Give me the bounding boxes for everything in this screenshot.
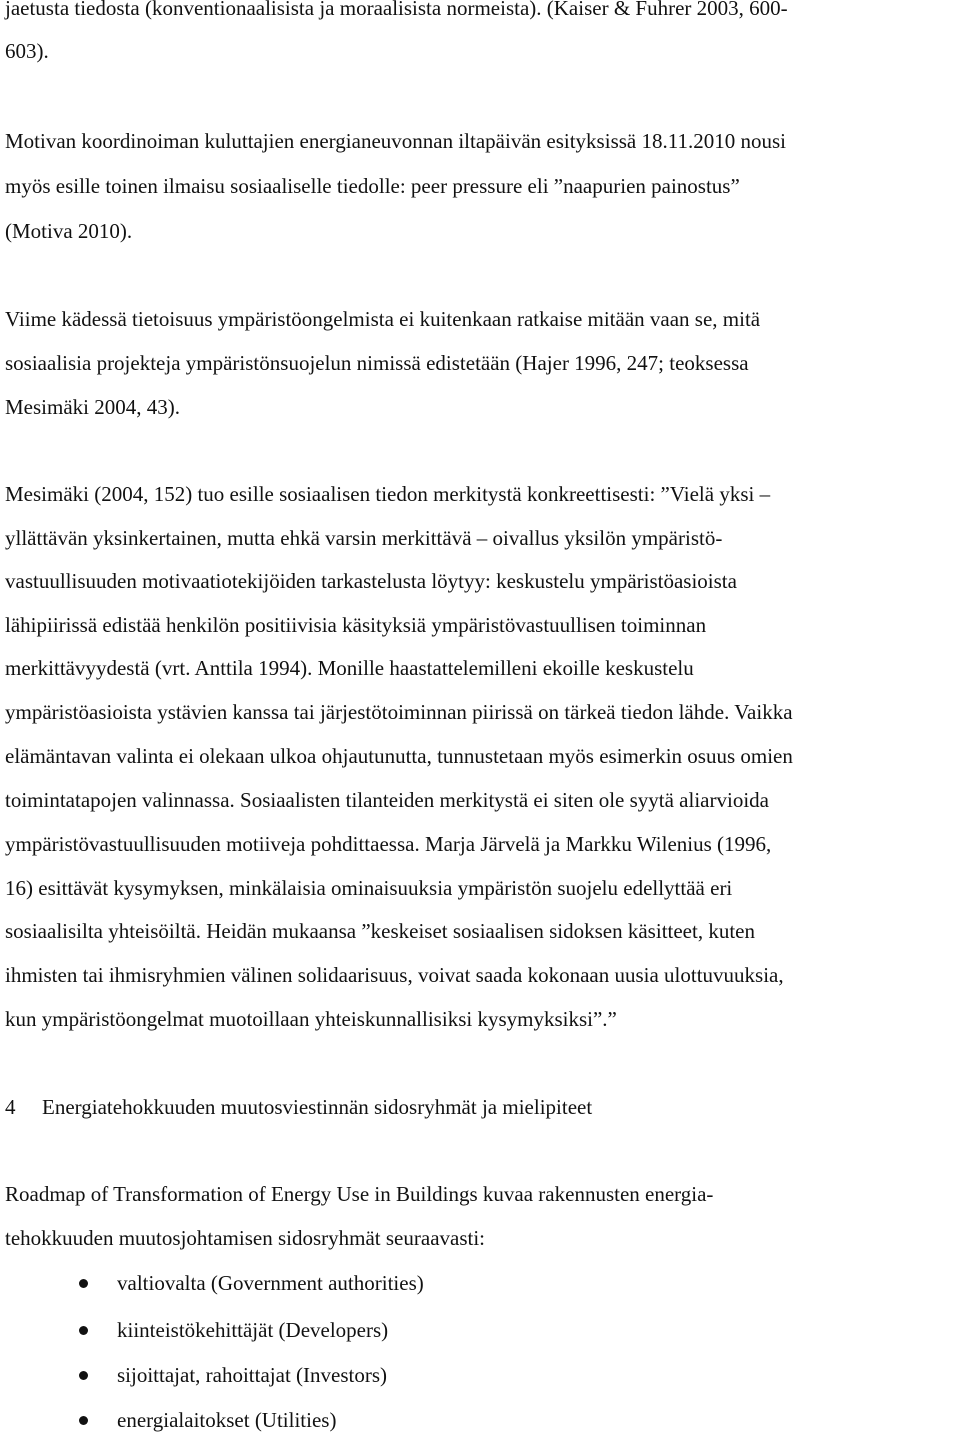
- list-item-text: sijoittajat, rahoittajat (Investors): [117, 1363, 388, 1387]
- paragraph-mesimaki-line: Mesimäki (2004, 152) tuo esille sosiaalisen tiedon merkitystä konkreettisesti: ”Vielä yksi –: [5, 482, 771, 506]
- paragraph-roadmap-line: Roadmap of Transformation of Energy Use in Buildings kuvaa rakennusten energia-: [5, 1182, 714, 1206]
- paragraph-mesimaki-line: ihmisten tai ihmisryhmien välinen solidaarisuus, voivat saada kokonaan uusia ulottuvuuksia,: [5, 963, 784, 987]
- list-item-text: valtiovalta (Government authorities): [117, 1271, 424, 1295]
- list-item: [0, 1362, 960, 1388]
- paragraph-mesimaki-line: lähipiirissä edistää henkilön positiivisia käsityksiä ympäristövastuullisen toiminnan: [5, 613, 707, 637]
- paragraph-mesimaki-line: ympäristöasioista ystävien kanssa tai järjestötoiminnan piirissä on tärkeä tiedon lähde. Vaikka: [5, 700, 793, 724]
- paragraph-motiva-line: (Motiva 2010).: [5, 219, 133, 243]
- paragraph-mesimaki-line: kun ympäristöongelmat muotoillaan yhteiskunnallisiksi kysymyksiksi”.”: [5, 1007, 617, 1031]
- paragraph-mesimaki-line: yllättävän yksinkertainen, mutta ehkä varsin merkittävä – oivallus yksilön ympäristö-: [5, 526, 723, 550]
- paragraph-mesimaki-line: toimintatapojen valinnassa. Sosiaalisten tilanteiden merkitystä ei siten ole syytä aliarvioida: [5, 788, 769, 812]
- paragraph-motiva-line: myös esille toinen ilmaisu sosiaaliselle tiedolle: peer pressure eli ”naapurien painostus”: [5, 174, 740, 198]
- paragraph-mesimaki-line: merkittävyydestä (vrt. Anttila 1994). Monille haastattelemilleni ekoille keskustelu: [5, 656, 694, 680]
- list-item-text: energialaitokset (Utilities): [117, 1408, 337, 1432]
- section-title: Energiatehokkuuden muutosviestinnän sidosryhmät ja mielipiteet: [42, 1095, 593, 1119]
- paragraph-viime-line: sosiaalisia projekteja ympäristönsuojelun nimissä edistetään (Hajer 1996, 247; teoksessa: [5, 351, 749, 375]
- bullet-icon: [79, 1371, 88, 1380]
- paragraph-mesimaki-line: elämäntavan valinta ei olekaan ulkoa ohjautunutta, tunnustetaan myös esimerkin osuus omien: [5, 744, 793, 768]
- section-number: 4: [5, 1095, 16, 1119]
- paragraph-mesimaki-line: ympäristövastuullisuuden motiiveja pohdittaessa. Marja Järvelä ja Markku Wilenius (1996,: [5, 832, 772, 856]
- list-item: [0, 1270, 960, 1296]
- paragraph-motiva-line: Motivan koordinoiman kuluttajien energianeuvonnan iltapäivän esityksissä 18.11.2010 nousi: [5, 129, 786, 153]
- bullet-icon: [79, 1326, 88, 1335]
- paragraph-roadmap-line: tehokkuuden muutosjohtamisen sidosryhmät seuraavasti:: [5, 1226, 486, 1250]
- paragraph-top-line: jaetusta tiedosta (konventionaalisista ja moraalisista normeista). (Kaiser & Fuhrer 2003, 600-: [5, 0, 788, 20]
- list-item: [0, 1317, 960, 1343]
- list-item-text: kiinteistökehittäjät (Developers): [117, 1318, 389, 1342]
- list-item: [0, 1407, 960, 1433]
- paragraph-top-line: 603).: [5, 39, 49, 63]
- paragraph-viime-line: Mesimäki 2004, 43).: [5, 395, 180, 419]
- paragraph-mesimaki-line: sosiaalisilta yhteisöiltä. Heidän mukaansa ”keskeiset sosiaalisen sidoksen käsitteet, kuten: [5, 919, 755, 943]
- paragraph-viime-line: Viime kädessä tietoisuus ympäristöongelmista ei kuitenkaan ratkaise mitään vaan se, mitä: [5, 307, 761, 331]
- paragraph-mesimaki-line: 16) esittävät kysymyksen, minkälaisia ominaisuuksia ympäristön suojelu edellyttää eri: [5, 876, 733, 900]
- bullet-icon: [79, 1279, 88, 1288]
- paragraph-mesimaki-line: vastuullisuuden motivaatiotekijöiden tarkastelusta löytyy: keskustelu ympäristöasioista: [5, 569, 737, 593]
- bullet-icon: [79, 1416, 88, 1425]
